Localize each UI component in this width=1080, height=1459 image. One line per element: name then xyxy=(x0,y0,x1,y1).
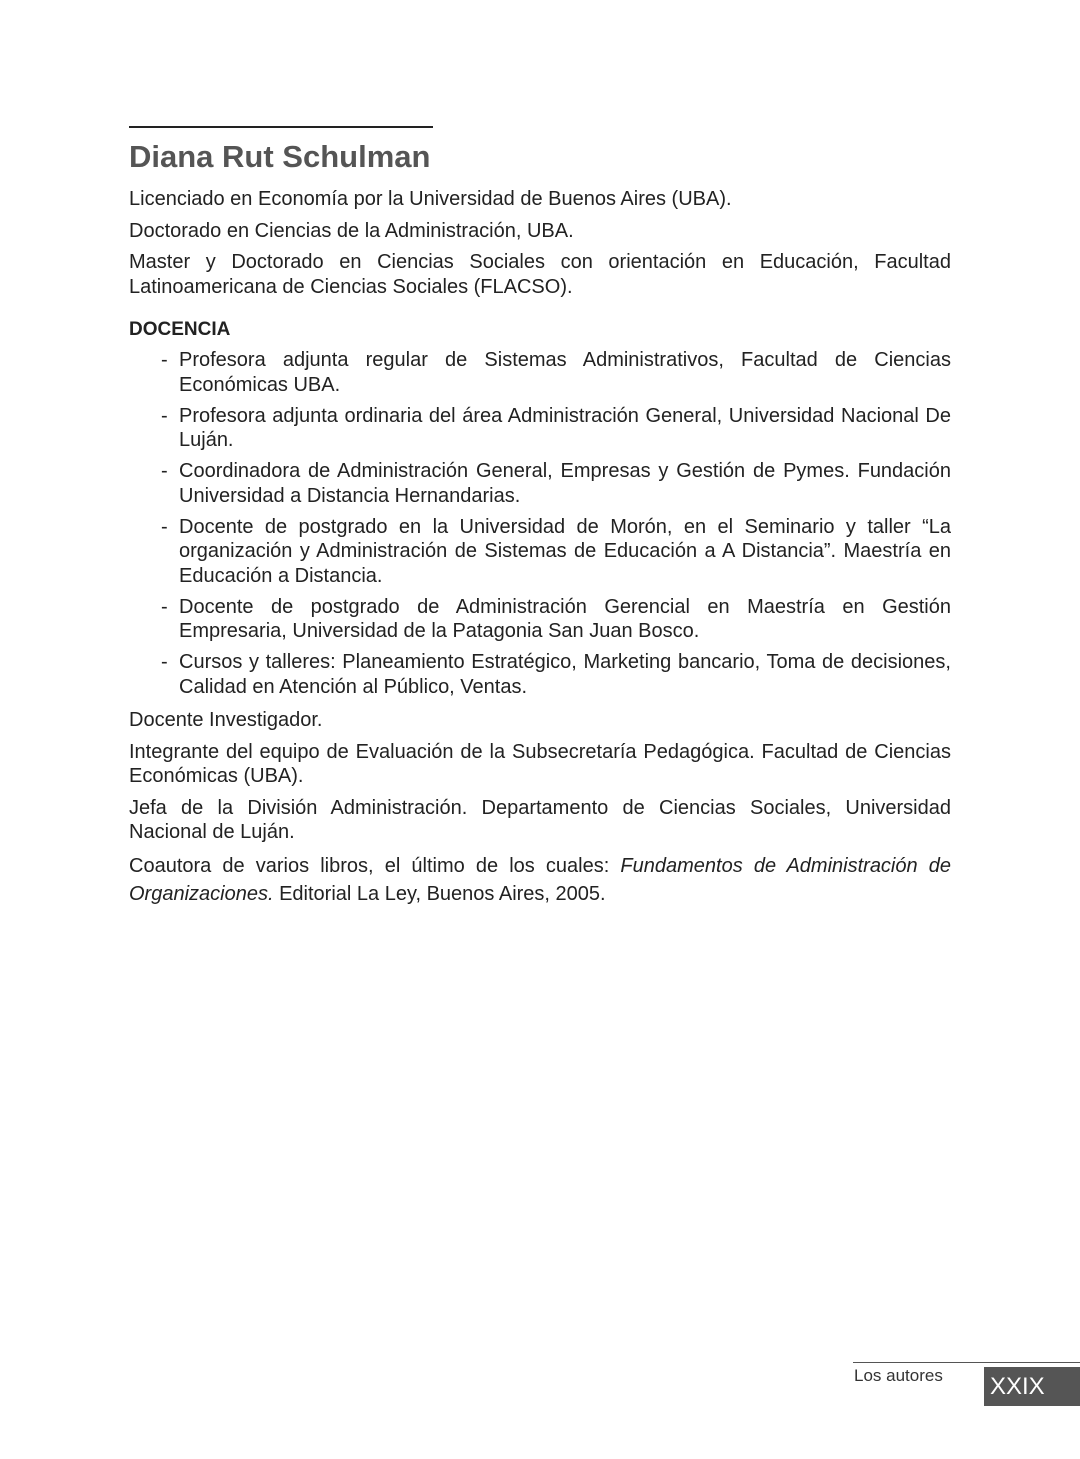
dash-bullet: - xyxy=(161,595,168,618)
list-item-text: Profesora adjunta regular de Sistemas Administrativos, Facultad de Ciencias Económicas UBA. xyxy=(179,349,951,396)
footer-rule xyxy=(853,1362,1080,1363)
author-bio xyxy=(129,126,951,915)
intro-degree-1: Licenciado en Economía por la Universidad de Buenos Aires (UBA). xyxy=(129,188,732,210)
books-title: Fundamentos de Administración de Organizaciones. xyxy=(129,854,951,905)
list-item-text: Cursos y talleres: Planeamiento Estratégico, Marketing bancario, Toma de decisiones, Calidad en Atención al Público, Ventas. xyxy=(179,651,951,698)
list-item-text: Docente de postgrado de Administración Gerencial en Maestría en Gestión Empresaria, Universidad de la Patagonia San Juan Bosco. xyxy=(179,595,951,642)
list-item xyxy=(129,404,951,453)
author-name: Diana Rut Schulman xyxy=(129,139,431,174)
dash-bullet: - xyxy=(161,515,168,538)
books-paragraph xyxy=(129,852,951,908)
books-lead: Coautora de varios libros, el último de los cuales: xyxy=(129,854,621,877)
role-evaluacion: Integrante del equipo de Evaluación de la Subsecretaría Pedagógica. Facultad de Ciencias Económicas (UBA). xyxy=(129,740,951,787)
list-item-text: Docente de postgrado en la Universidad de Morón, en el Seminario y taller “La organización y Administración de Sistemas de Educación a A Distancia”. Maestría en Educación a Distancia. xyxy=(179,515,951,587)
dash-bullet: - xyxy=(161,651,168,673)
list-item xyxy=(129,348,951,397)
list-item xyxy=(129,459,951,508)
list-item-text: Coordinadora de Administración General, Empresas y Gestión de Pymes. Fundación Universidad a Distancia Hernandarias. xyxy=(179,460,951,507)
list-item-text: Profesora adjunta ordinaria del área Administración General, Universidad Nacional De Luján. xyxy=(179,404,951,451)
books-tail: Editorial La Ley, Buenos Aires, 2005. xyxy=(273,882,606,905)
page-number-badge: XXIX xyxy=(984,1367,1080,1406)
list-item xyxy=(129,515,951,589)
dash-bullet: - xyxy=(161,349,168,371)
list-item xyxy=(129,595,951,644)
intro-degree-2: Doctorado en Ciencias de la Administración, UBA. xyxy=(129,219,574,242)
list-item xyxy=(129,650,951,699)
intro-degree-3: Master y Doctorado en Ciencias Sociales con orientación en Educación, Facultad Latinoamericana de Ciencias Sociales (FLACSO). xyxy=(129,251,951,298)
dash-bullet: - xyxy=(161,460,168,482)
footer-section-label: Los autores xyxy=(854,1366,943,1385)
role-jefa-division: Jefa de la División Administración. Departamento de Ciencias Sociales, Universidad Nacional de Luján. xyxy=(129,796,951,843)
title-rule xyxy=(129,126,433,128)
docencia-list xyxy=(129,348,951,699)
dash-bullet: - xyxy=(161,404,168,427)
docencia-heading: DOCENCIA xyxy=(129,319,231,340)
role-investigador: Docente Investigador. xyxy=(129,709,323,731)
